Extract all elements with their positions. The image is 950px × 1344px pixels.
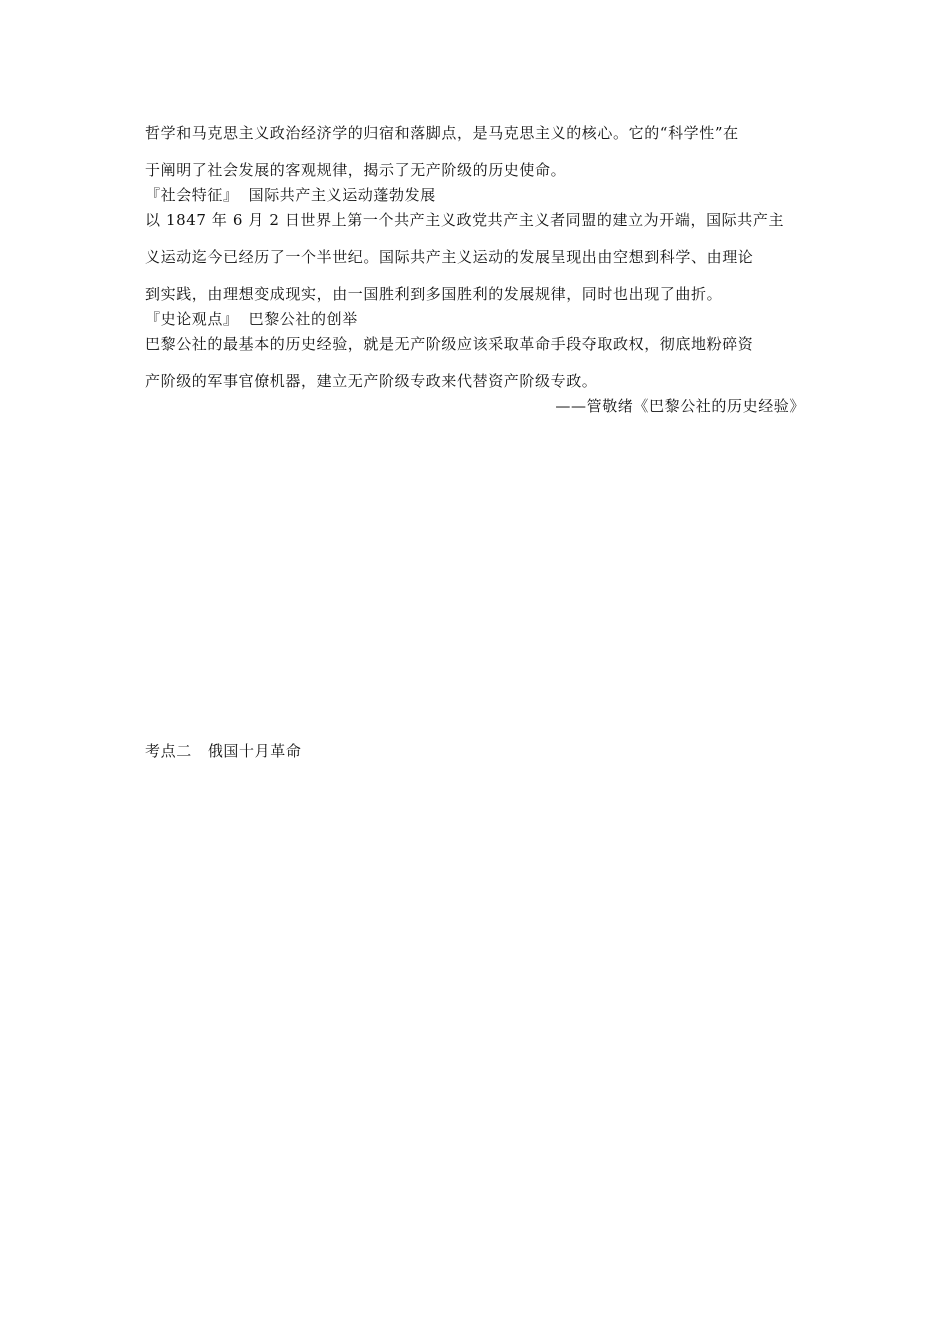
quote-attribution: ——管敬绪《巴黎公社的历史经验》 [555,397,805,415]
paragraph-line: 巴黎公社的最基本的历史经验，就是无产阶级应该采取革命手段夺取政权，彻底地粉碎资 [145,335,754,353]
paragraph-line: 到实践，由理想变成现实，由一国胜利到多国胜利的发展规律，同时也出现了曲折。 [145,285,723,303]
paragraph-line: 于阐明了社会发展的客观规律，揭示了无产阶级的历史使命。 [145,161,567,179]
exam-point-number: 考点二 [145,742,192,760]
exam-point-heading [145,740,301,762]
section-title: 巴黎公社的创举 [248,310,358,328]
paragraph-line: 义运动迄今已经历了一个半世纪。国际共产主义运动的发展呈现出由空想到科学、由理论 [145,248,754,266]
document-body [145,122,807,417]
paragraph-line: 哲学和马克思主义政治经济学的归宿和落脚点，是马克思主义的核心。它的“科学性”在 [145,124,739,142]
exam-point-title: 俄国十月革命 [207,742,302,760]
paragraph-line: 以 1847 年 6 月 2 日世界上第一个共产主义政党共产主义者同盟的建立为开端，国际共产主 [145,211,785,229]
section-heading-social [145,184,807,206]
section-heading-history [145,308,807,330]
paragraph-line: 产阶级的军事官僚机器，建立无产阶级专政来代替资产阶级专政。 [145,372,598,390]
section-title: 国际共产主义运动蓬勃发展 [248,186,436,204]
section-tag: 『社会特征』 [145,186,239,204]
section-tag: 『史论观点』 [145,310,239,328]
